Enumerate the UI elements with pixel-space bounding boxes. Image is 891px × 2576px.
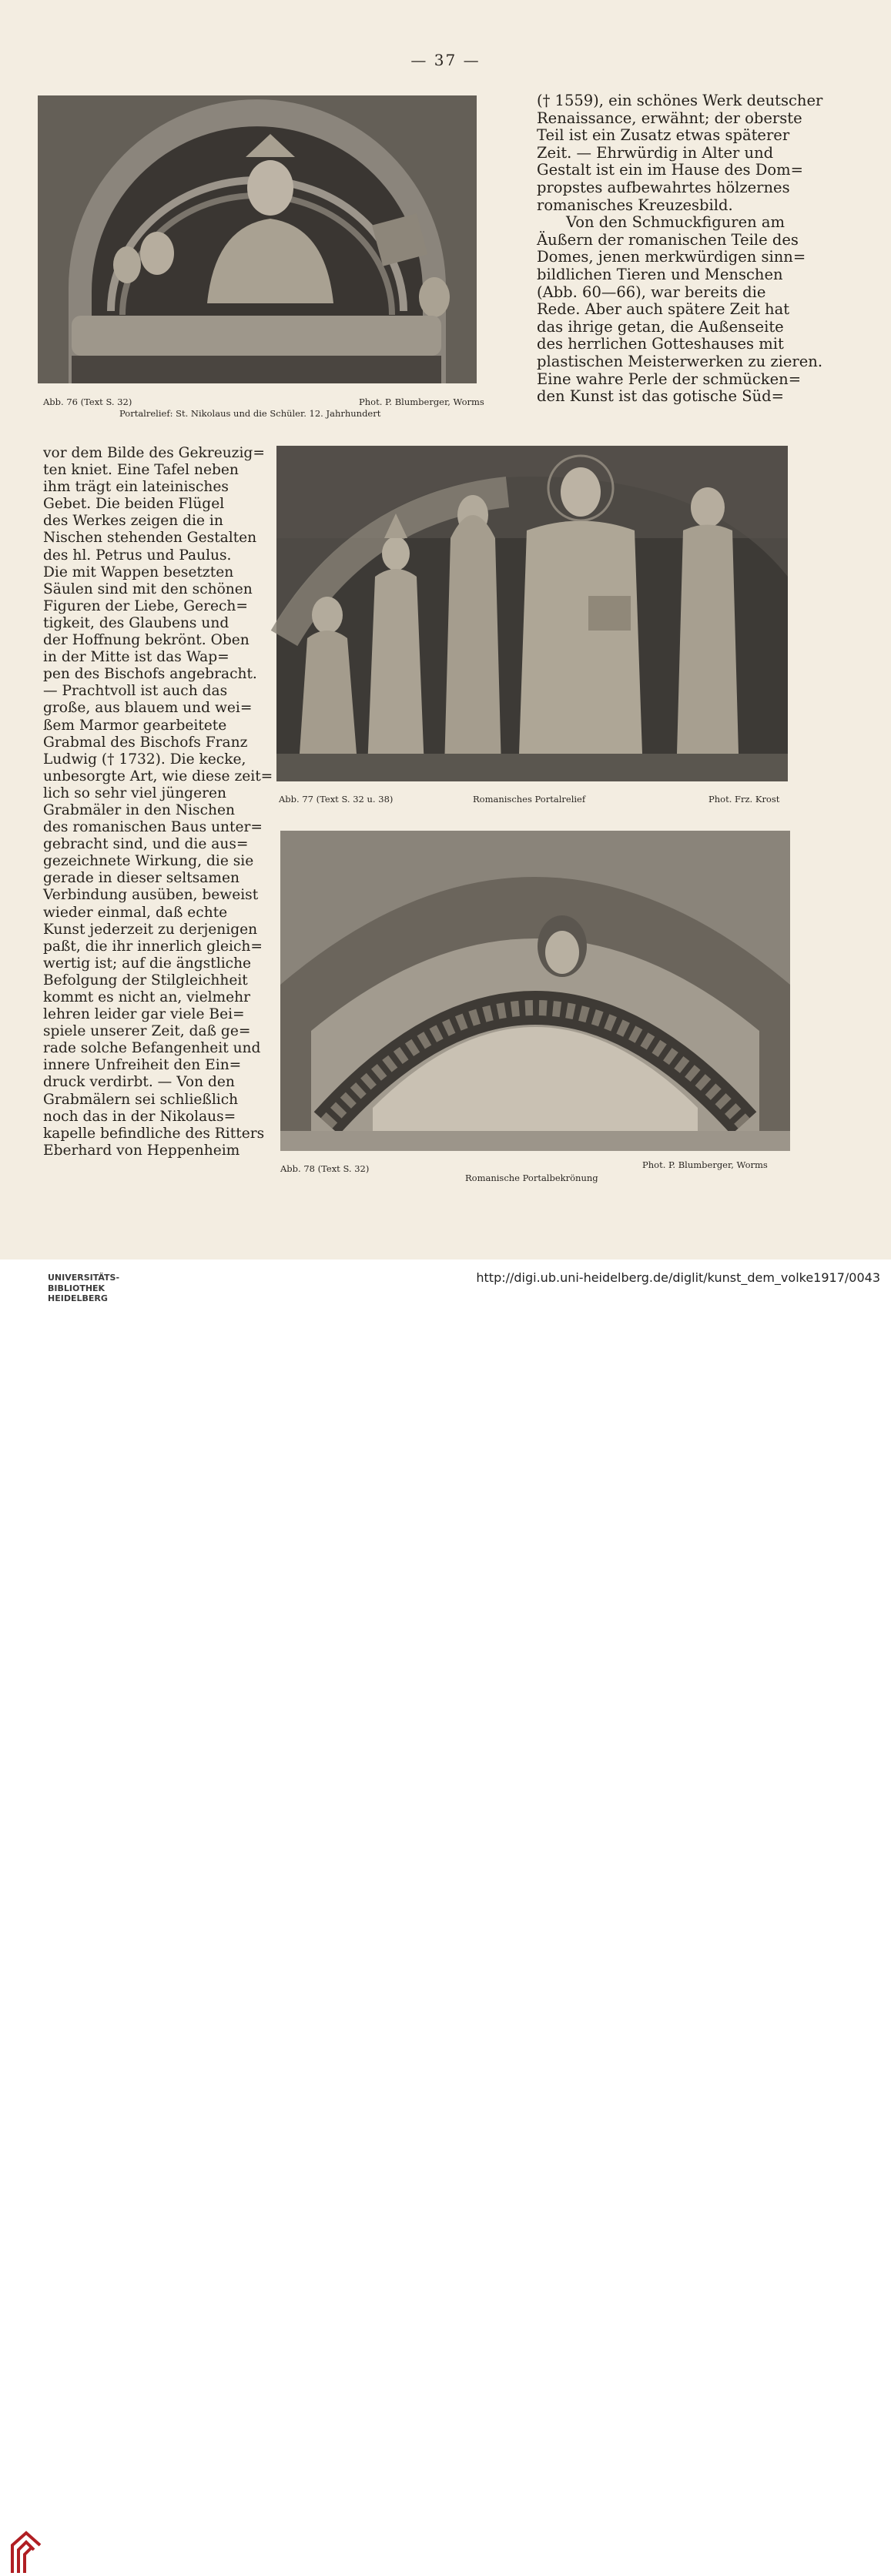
text-column-left — [43, 445, 273, 1159]
page-number: — 37 — — [410, 51, 481, 69]
scanned-page — [0, 0, 891, 1260]
fig77-title: Romanisches Portalrelief — [473, 794, 586, 805]
paragraph: Äußern der romanischen Teile des Domes, jenen merkwürdigen sinn= bildlichen Tieren und Menschen (Abb. 60—66), war bereits die Rede. Aber auch spätere Zeit hat das ihrige getan, die Außenseite des herrlichen Gotteshauses mit plastischen Meisterwerken zu zieren. Eine wahre Perle der schmücken= den Kunst ist das gotische Süd= — [537, 230, 823, 406]
paragraph: († 1559), ein schönes Werk deutscher Renaissance, erwähnt; der oberste Teil ist ein Zusatz etwas späterer Zeit. — Ehrwürdig in Alter und Gestalt ist ein im Hause des Dom= propstes aufbewahrtes hölzernes romanisches Kreuzesbild. — [537, 92, 823, 214]
fig76-title: Portalrelief: St. Nikolaus und die Schüler. 12. Jahrhundert — [119, 408, 381, 419]
fig76-credit: Phot. P. Blumberger, Worms — [359, 396, 484, 407]
footer-bar — [0, 1260, 891, 1324]
paragraph: Von den Schmuckfiguren am — [566, 213, 785, 232]
library-name: UNIVERSITÄTS- BIBLIOTHEK HEIDELBERG — [48, 1273, 120, 1303]
fig78-credit: Phot. P. Blumberger, Worms — [642, 1159, 768, 1170]
fig77-ref: Abb. 77 (Text S. 32 u. 38) — [279, 794, 394, 805]
text-column-right — [537, 92, 823, 406]
fig78-title: Romanische Portalbekrönung — [465, 1173, 598, 1183]
library-logo-icon — [9, 2528, 43, 2576]
photo-fig77-romanesque-relief — [276, 446, 788, 781]
paragraph: vor dem Bilde des Gekreuzig= ten kniet. Eine Tafel neben ihm trägt ein lateinisches Gebet. Die beiden Flügel des Werkes zeigen die in Nischen stehenden Gestalten des hl. Petrus und Paulus. Die mit Wappen besetzten Säulen sind mit den schönen Figuren der Liebe, Gerech= tigkeit, des Glaubens und der Hoffnung bekrönt. Oben in der Mitte ist das Wap= pen des Bischofs angebracht. — Prachtvoll ist auch das große, aus blauem und wei= ßem Marmor gearbeitete Grabmal des Bischofs Franz Ludwig († 1732). Die kecke, unbesorgte Art, wie diese zeit= lich so sehr viel jüngeren Grabmäler in den Nischen des romanischen Baus unter= gebracht sind, und die aus= gezeichnete Wirkung, die sie gerade in dieser seltsamen Verbindung ausüben, beweist wieder einmal, daß echte Kunst jederzeit zu derjenigen paßt, die ihr innerlich gleich= wertig ist; auf die ängstliche Befolgung der Stilgleichheit kommt es nicht an, vielmehr lehren leider gar viele Bei= spiele unserer Zeit, daß ge= rade solche Befangenheit und innere Unfreiheit den Ein= druck verdirbt. — Von den Grabmälern sei schließlich noch das in der Nikolaus= kapelle befindliche des Ritters Eberhard von Heppenheim — [43, 445, 273, 1159]
source-url[interactable]: http://digi.ub.uni-heidelberg.de/diglit/kunst_dem_volke1917/0043 — [476, 1270, 880, 1285]
photo-fig76-nikolaus-relief — [38, 95, 477, 383]
photo-fig78-portal-crowning — [280, 831, 790, 1151]
fig78-ref: Abb. 78 (Text S. 32) — [280, 1163, 370, 1174]
fig76-ref: Abb. 76 (Text S. 32) — [43, 396, 132, 407]
fig77-credit: Phot. Frz. Krost — [708, 794, 780, 805]
